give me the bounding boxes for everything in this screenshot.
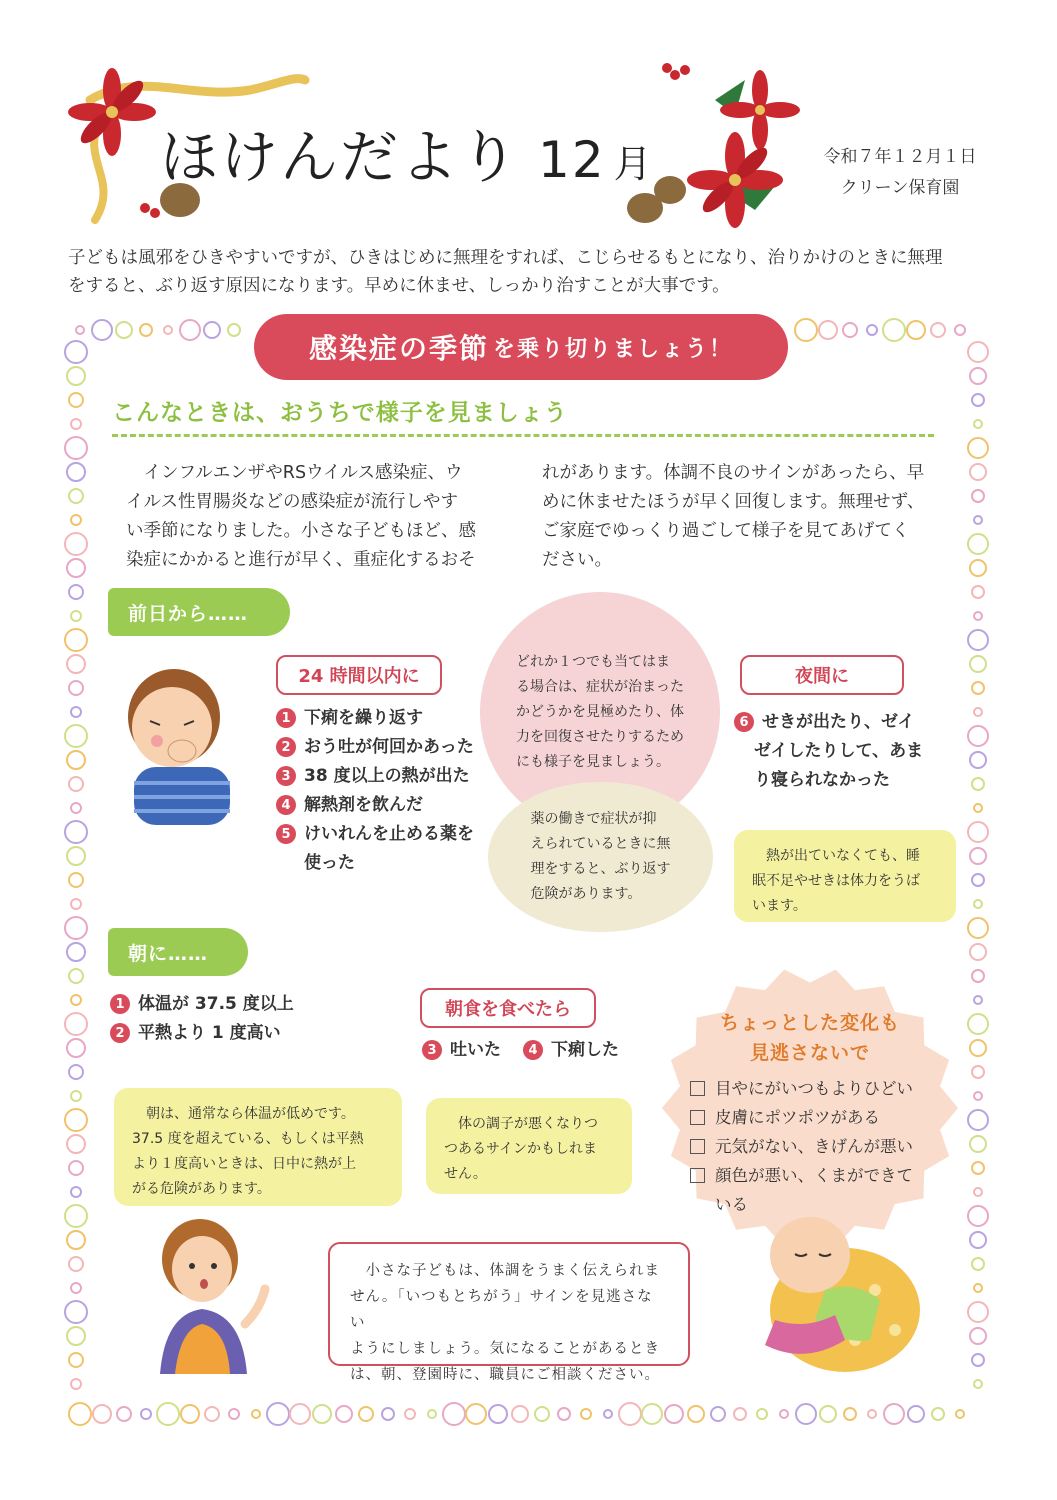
morning-note-bubble bbox=[114, 1088, 402, 1206]
list-item-text: 下痢した bbox=[551, 1040, 619, 1060]
advice-callout-box bbox=[328, 1242, 690, 1383]
within-24h-pill: 24 時間以内に bbox=[276, 655, 442, 695]
number-badge: 1 bbox=[276, 708, 296, 728]
checkbox-icon bbox=[690, 1139, 705, 1154]
list-item-text: 下痢を繰り返す bbox=[304, 708, 423, 728]
number-badge: 4 bbox=[523, 1040, 543, 1060]
list-item bbox=[110, 1019, 390, 1048]
body-column-right bbox=[542, 459, 947, 575]
number-badge: 2 bbox=[276, 737, 296, 757]
morning-tab: 朝に…… bbox=[108, 928, 248, 976]
bubble-line: つあるサインかもしれま bbox=[444, 1141, 598, 1157]
callout-line: せん。「いつもとちがう」サインを見逃さない bbox=[350, 1289, 653, 1331]
body-line: い季節になりました。小さな子どもほど、感 bbox=[126, 521, 476, 541]
night-pill: 夜間に bbox=[740, 655, 904, 695]
checklist-continuation: いる bbox=[715, 1195, 748, 1214]
change-title-line: ちょっとした変化も bbox=[719, 1012, 900, 1034]
checklist-item bbox=[690, 1161, 940, 1190]
number-badge: 3 bbox=[422, 1040, 442, 1060]
morning-list bbox=[110, 990, 390, 1048]
header-dateline bbox=[800, 142, 1000, 204]
number-badge: 6 bbox=[734, 712, 754, 732]
list-item bbox=[276, 733, 496, 762]
checklist-item bbox=[690, 1103, 940, 1132]
bubble-line: せん。 bbox=[444, 1166, 487, 1182]
circle-line: かどうかを見極めたり、体 bbox=[516, 703, 684, 720]
list-item-text: 平熱より 1 度高い bbox=[138, 1023, 281, 1043]
circle-line: 危険があります。 bbox=[530, 886, 642, 902]
list-item bbox=[734, 708, 954, 737]
dashed-divider bbox=[112, 434, 934, 437]
intro-paragraph bbox=[68, 244, 998, 300]
bubble-line: 37.5 度を超えている、もしくは平熱 bbox=[132, 1131, 364, 1147]
circle-line: 薬の働きで症状が抑 bbox=[530, 811, 657, 827]
section-banner bbox=[254, 314, 788, 380]
list-item bbox=[276, 791, 496, 820]
night-note-bubble bbox=[734, 830, 956, 922]
list-item bbox=[422, 1036, 501, 1065]
change-title bbox=[690, 1008, 930, 1068]
banner-rest: を乗り切りましょう！ bbox=[493, 336, 734, 362]
bubble-line: より１度高いときは、日中に熱が上 bbox=[132, 1156, 356, 1172]
list-item-text: おう吐が何回かあった bbox=[304, 737, 474, 757]
checkbox-icon bbox=[690, 1168, 705, 1183]
advice-circle-beige bbox=[488, 782, 713, 932]
sleeping-child-illustration bbox=[735, 1210, 925, 1380]
list-item bbox=[276, 704, 496, 733]
intro-line: をすると、ぶり返す原因になります。早めに休ませ、しっかり治すことが大事です。 bbox=[68, 276, 730, 296]
circle-line: 理をすると、ぶり返す bbox=[530, 861, 671, 877]
list-item-continuation: 使った bbox=[304, 853, 355, 873]
organization-name: クリーン保育園 bbox=[840, 178, 960, 198]
body-line: インフルエンザやRSウイルス感染症、ウ bbox=[126, 463, 463, 483]
checkbox-icon bbox=[690, 1081, 705, 1096]
bubble-line: がる危険があります。 bbox=[132, 1181, 271, 1197]
list-item bbox=[110, 990, 390, 1019]
circle-line: にも様子を見ましょう。 bbox=[516, 753, 670, 770]
bubble-line: 体の調子が悪くなりつ bbox=[444, 1116, 598, 1132]
change-checklist bbox=[690, 1074, 940, 1219]
banner-main: 感染症の季節 bbox=[308, 332, 489, 365]
prev-day-list bbox=[276, 704, 496, 878]
issue-date: 令和７年１２月１日 bbox=[823, 147, 977, 167]
bubble-line: 朝は、通常なら体温が低めです。 bbox=[132, 1106, 355, 1122]
list-item-text: 解熱剤を飲んだ bbox=[304, 795, 423, 815]
section-subheading: こんなときは、おうちで様子を見ましょう bbox=[112, 400, 568, 426]
list-item-text: 38 度以上の熱が出た bbox=[304, 766, 470, 786]
body-line: ださい。 bbox=[542, 550, 612, 570]
checklist-text: 皮膚にポツポツがある bbox=[715, 1108, 880, 1127]
title-number: 12 bbox=[538, 131, 606, 189]
checklist-text: 元気がない、きげんが悪い bbox=[715, 1137, 913, 1156]
circle-line: どれか１つでも当てはま bbox=[516, 653, 670, 670]
bubble-line: 熱が出ていなくても、睡 bbox=[752, 848, 920, 864]
page-title bbox=[160, 110, 654, 194]
number-badge: 1 bbox=[110, 994, 130, 1014]
body-line: めに休ませたほうが早く回復します。無理せず、 bbox=[542, 492, 925, 512]
list-item-text: せきが出たり、ゼイ bbox=[762, 712, 915, 732]
body-column-left bbox=[126, 459, 506, 575]
night-list bbox=[734, 708, 954, 795]
breakfast-list bbox=[422, 1036, 662, 1065]
checklist-text: 顔色が悪い、くまができて bbox=[715, 1166, 913, 1185]
circle-line: 力を回復させたりするため bbox=[516, 728, 684, 745]
title-text: ほけんだより bbox=[160, 123, 521, 191]
callout-line: ようにしましょう。気になることがあるとき bbox=[350, 1341, 660, 1357]
circle-line: る場合は、症状が治まった bbox=[516, 678, 684, 695]
body-line: れがあります。体調不良のサインがあったら、早 bbox=[542, 463, 925, 483]
change-title-line: 見逃さないで bbox=[749, 1042, 870, 1064]
checklist-item bbox=[690, 1074, 940, 1103]
circle-line: えられているときに無 bbox=[530, 836, 671, 852]
body-line: イルス性胃腸炎などの感染症が流行しやす bbox=[126, 492, 458, 512]
breakfast-note-bubble bbox=[426, 1098, 632, 1194]
bubble-line: います。 bbox=[752, 898, 807, 914]
number-badge: 3 bbox=[276, 766, 296, 786]
callout-line: 小さな子どもは、体調をうまく伝えられま bbox=[350, 1263, 660, 1279]
checklist-text: 目やにがいつもよりひどい bbox=[715, 1079, 913, 1098]
prev-day-tab: 前日から…… bbox=[108, 588, 290, 636]
number-badge: 2 bbox=[110, 1023, 130, 1043]
list-item-continuation: ゼイしたりして、あま bbox=[754, 741, 924, 761]
list-item bbox=[523, 1036, 619, 1065]
caregiver-illustration bbox=[140, 1214, 280, 1374]
intro-line: 子どもは風邪をひきやすいですが、ひきはじめに無理をすれば、こじらせるもとになり、治りかけのときに無理 bbox=[68, 248, 943, 268]
list-item-text: けいれんを止める薬を bbox=[304, 824, 474, 844]
number-badge: 4 bbox=[276, 795, 296, 815]
bubble-line: 眠不足やせきは体力をうば bbox=[752, 873, 920, 889]
list-item bbox=[276, 820, 496, 849]
checklist-item bbox=[690, 1132, 940, 1161]
list-item bbox=[276, 762, 496, 791]
callout-line: は、朝、登園時に、職員にご相談ください。 bbox=[350, 1367, 660, 1383]
body-line: 染症にかかると進行が早く、重症化するおそ bbox=[126, 550, 476, 570]
breakfast-pill: 朝食を食べたら bbox=[420, 988, 596, 1028]
coughing-child-illustration bbox=[112, 655, 242, 825]
body-line: ご家庭でゆっくり過ごして様子を見てあげてく bbox=[542, 521, 910, 541]
list-item-text: 吐いた bbox=[450, 1040, 501, 1060]
list-item-continuation: り寝られなかった bbox=[754, 770, 890, 790]
title-month: 月 bbox=[613, 142, 654, 186]
number-badge: 5 bbox=[276, 824, 296, 844]
checkbox-icon bbox=[690, 1110, 705, 1125]
list-item-text: 体温が 37.5 度以上 bbox=[138, 994, 294, 1014]
